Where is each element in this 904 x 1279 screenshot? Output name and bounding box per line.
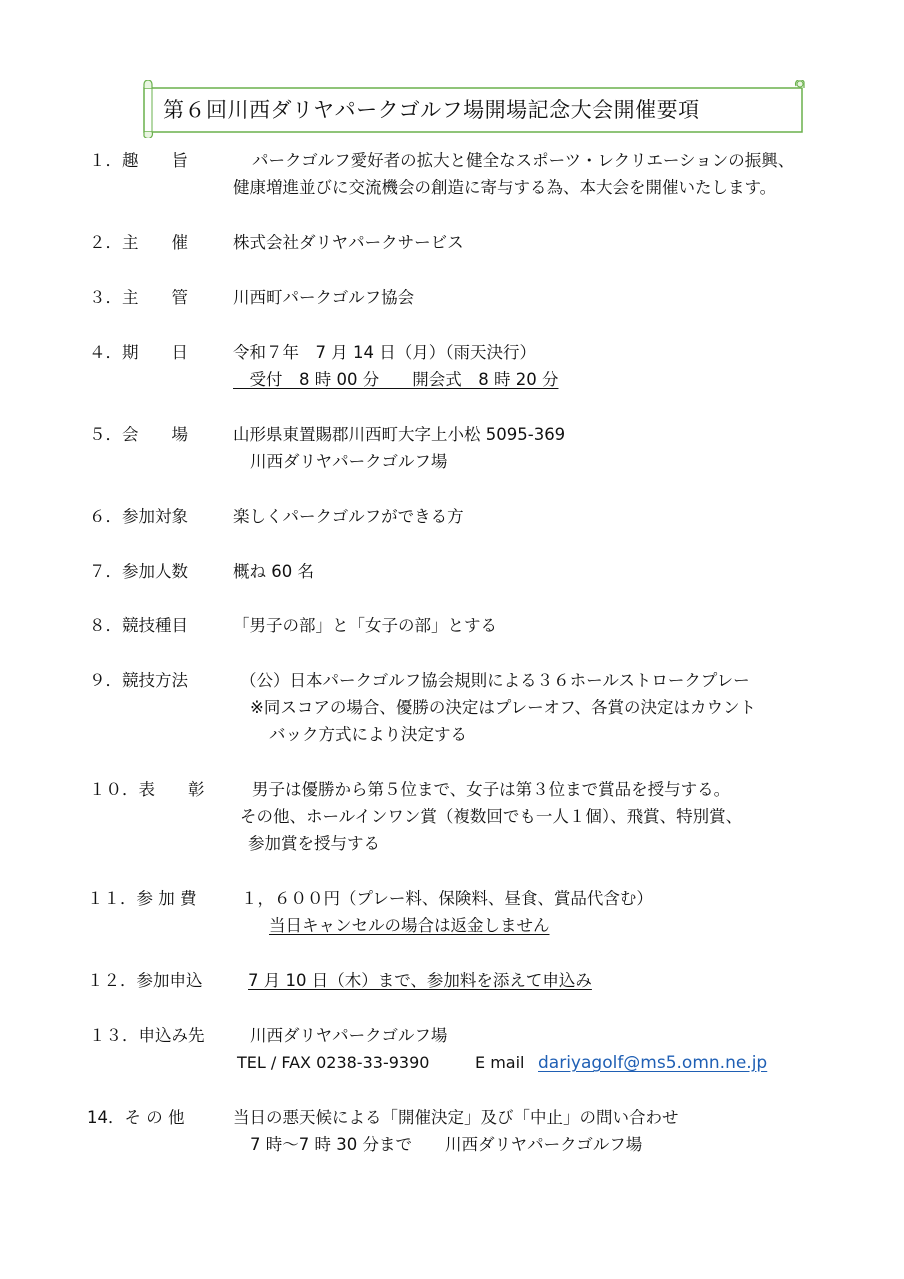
purpose-line-1: パークゴルフ愛好者の拡大と健全なスポーツ・レクリエーションの振興、	[252, 151, 795, 170]
title-banner	[140, 80, 806, 138]
awards-line-3: 参加賞を授与する	[248, 834, 380, 853]
section-label-contact: １３．申込み先	[89, 1026, 205, 1045]
section-label-management: ３．主 管	[89, 288, 188, 307]
management-text: 川西町パークゴルフ協会	[233, 288, 415, 307]
section-label-other: 14．そ の 他	[87, 1108, 185, 1127]
reception-time-value: 受付 8 時 00 分 開会式 8 時 20 分	[249, 370, 559, 389]
contact-name: 川西ダリヤパークゴルフ場	[250, 1026, 448, 1045]
reception-time-text	[233, 369, 558, 391]
section-label-application: １２．参加申込	[87, 971, 203, 990]
section-label-venue: ５．会 場	[89, 425, 188, 444]
date-text: 令和７年 7 月 14 日（月）（雨天決行）	[233, 343, 536, 362]
section-label-fee: １１．参 加 費	[87, 889, 197, 908]
contact-email-link[interactable]: dariyagolf@ms5.omn.ne.jp	[538, 1053, 768, 1073]
section-label-rules: ９．競技方法	[89, 671, 188, 690]
section-label-eligibility: ６．参加対象	[89, 507, 188, 526]
purpose-line-2: 健康増進並びに交流機会の創造に寄与する為、本大会を開催いたします。	[233, 178, 777, 197]
page-title: 第６回川西ダリヤパークゴルフ場開場記念大会開催要項	[163, 98, 700, 122]
venue-address: 山形県東置賜郡川西町大字上小松 5095-369	[233, 425, 566, 444]
rules-line-3: バック方式により決定する	[269, 725, 467, 744]
section-label-awards: １０．表 彰	[89, 780, 205, 799]
section-label-purpose: １．趣 旨	[89, 151, 188, 170]
awards-line-1: 男子は優勝から第５位まで、女子は第３位まで賞品を授与する。	[252, 780, 731, 799]
organizer-text: 株式会社ダリヤパークサービス	[233, 233, 464, 252]
other-line-2: 7 時～7 時 30 分まで 川西ダリヤパークゴルフ場	[250, 1135, 643, 1154]
contact-email-label: E mail	[475, 1053, 525, 1072]
section-label-capacity: ７．参加人数	[89, 562, 188, 581]
capacity-text: 概ね 60 名	[233, 562, 314, 581]
contact-tel: TEL / FAX 0238-33-9390	[237, 1053, 430, 1072]
section-label-categories: ８．競技種目	[89, 616, 188, 635]
fee-cancel-note: 当日キャンセルの場合は返金しません	[269, 916, 550, 935]
awards-line-2: その他、ホールインワン賞（複数回でも一人１個）、飛賞、特別賞、	[240, 807, 743, 826]
section-label-date: ４．期 日	[89, 343, 188, 362]
eligibility-text: 楽しくパークゴルフができる方	[233, 507, 464, 526]
other-line-1: 当日の悪天候による「開催決定」及び「中止」の問い合わせ	[233, 1108, 679, 1127]
categories-text: 「男子の部」と「女子の部」とする	[233, 616, 497, 635]
rules-line-1: （公）日本パークゴルフ協会規則による３６ホールストロークプレー	[240, 671, 750, 690]
venue-name: 川西ダリヤパークゴルフ場	[250, 452, 448, 471]
application-deadline: 7 月 10 日（木）まで、参加料を添えて申込み	[248, 971, 592, 990]
section-label-organizer: ２．主 催	[89, 233, 188, 252]
fee-text: １，６００円（プレー料、保険料、昼食、賞品代含む）	[241, 889, 653, 908]
rules-line-2: ※同スコアの場合、優勝の決定はプレーオフ、各賞の決定はカウント	[250, 698, 757, 717]
